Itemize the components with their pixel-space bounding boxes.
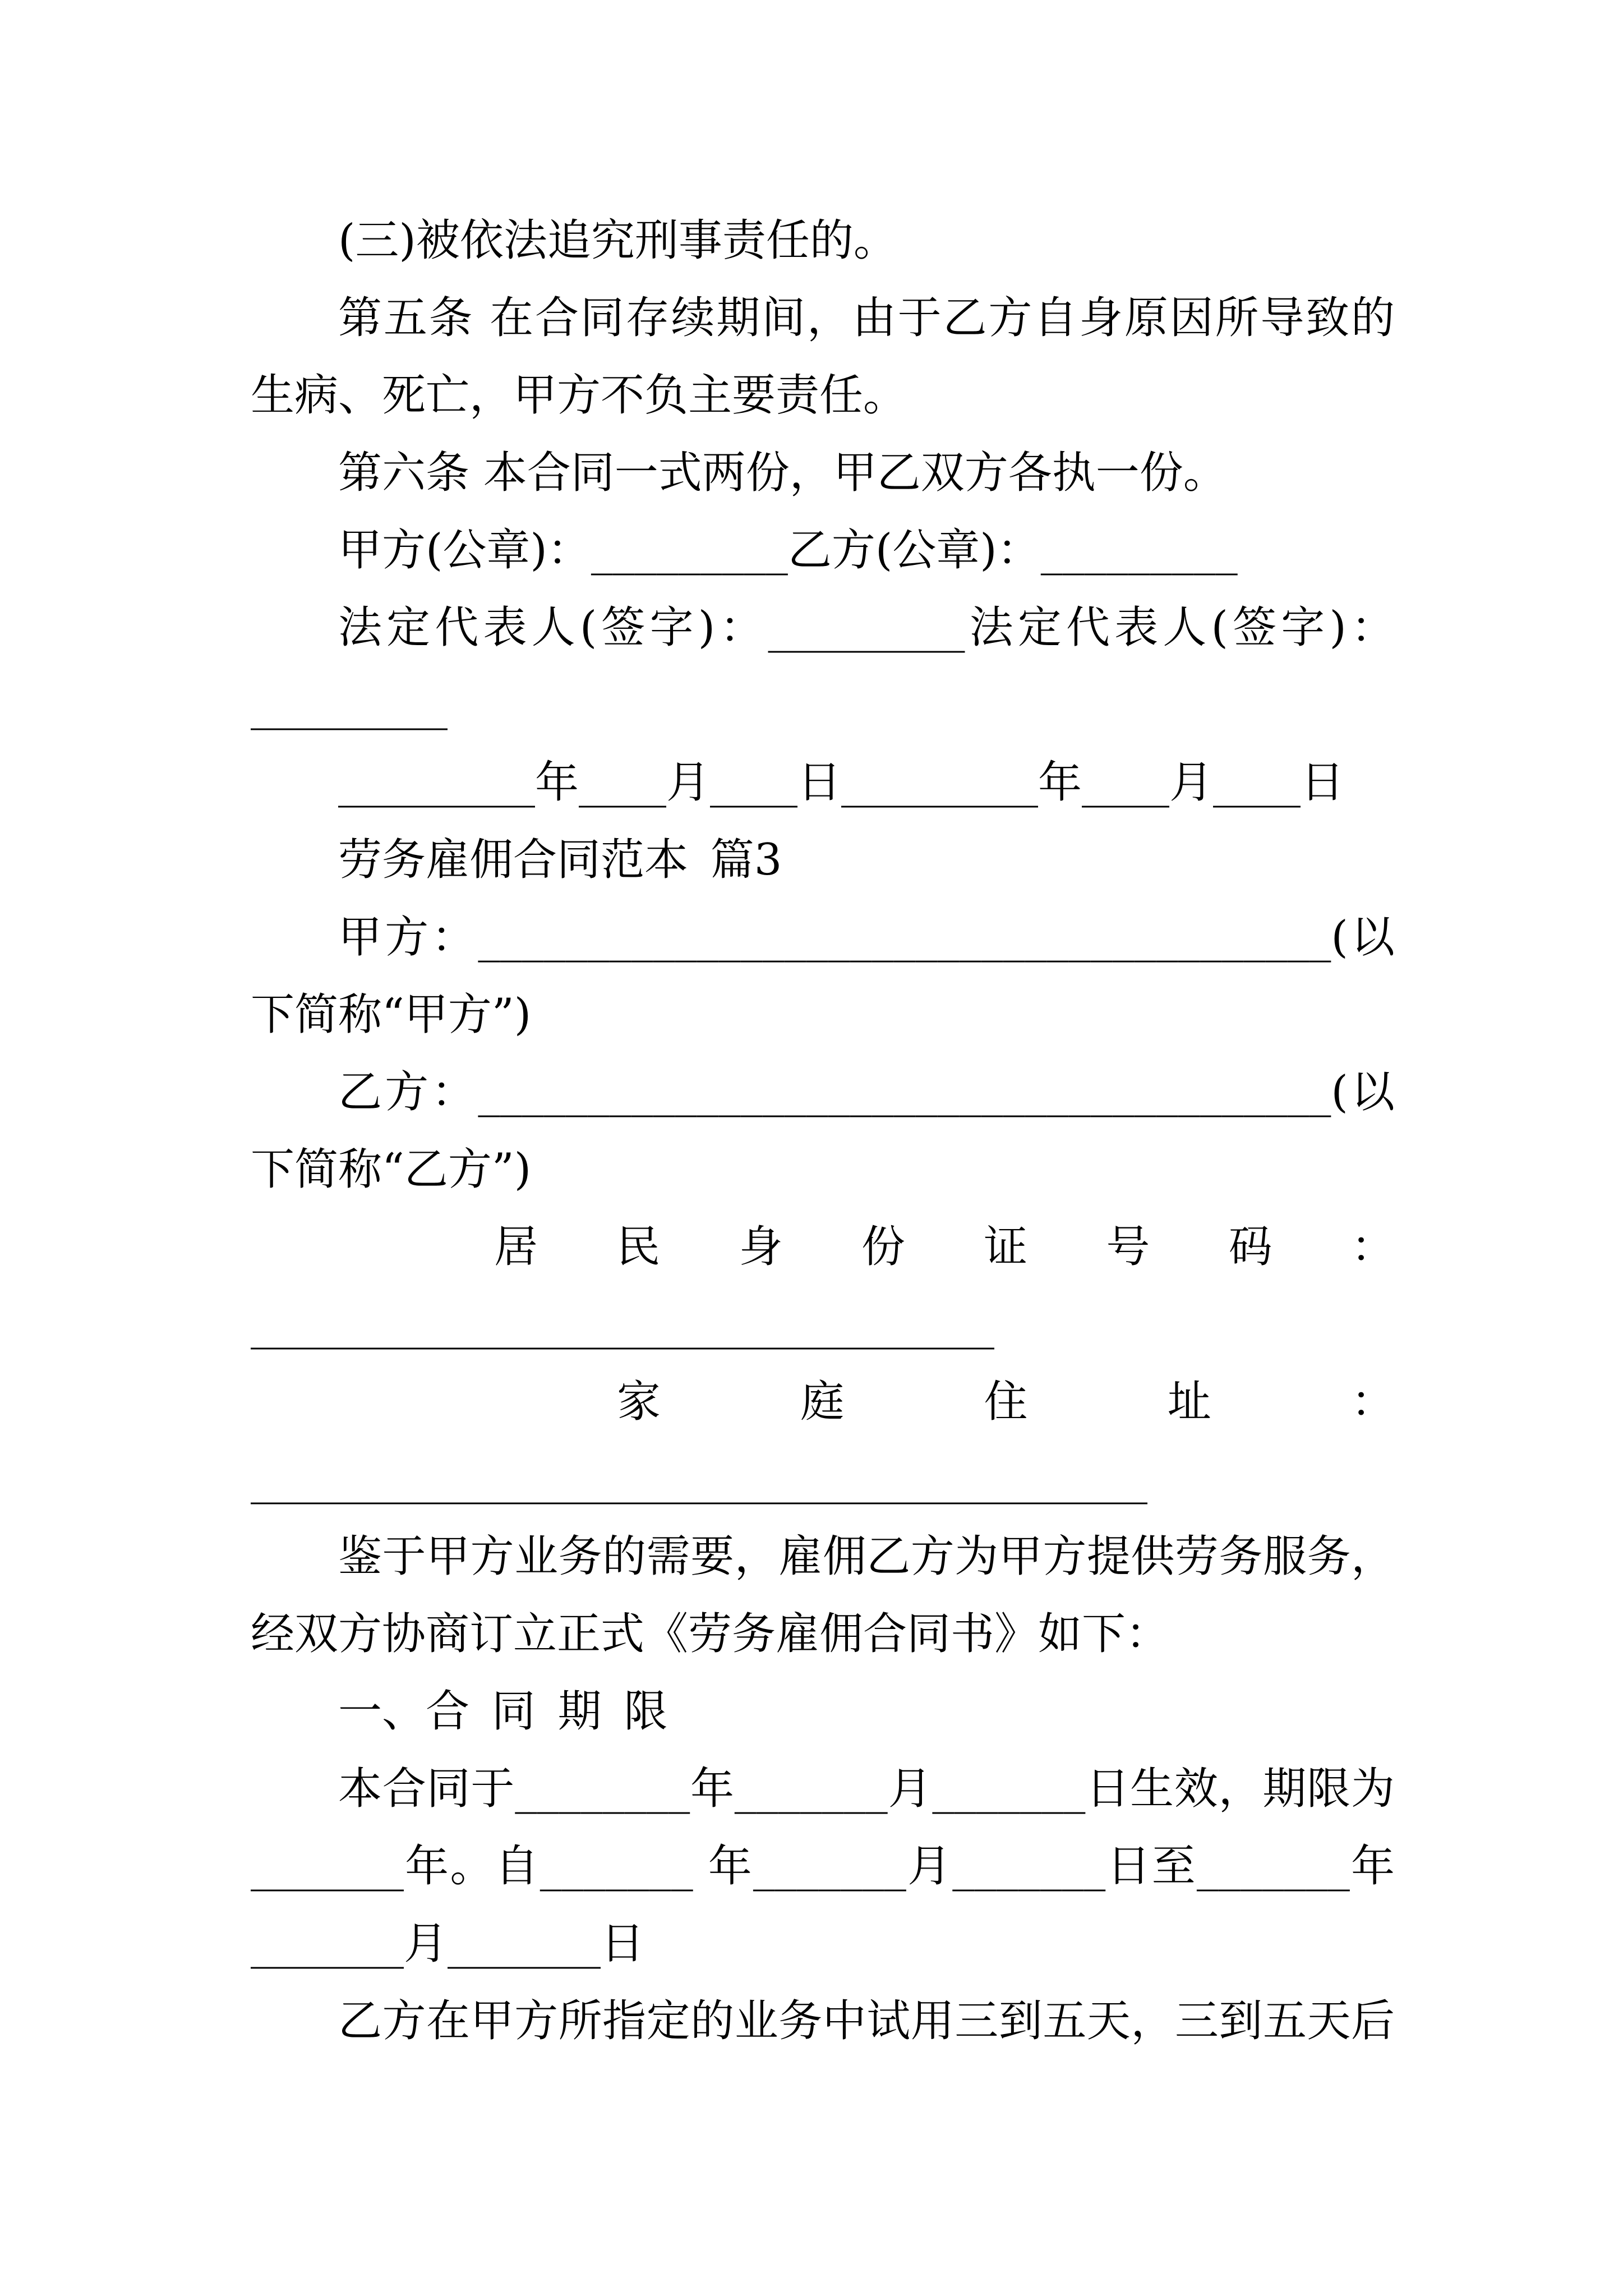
- probation-line-1: 乙方在甲方所指定的业务中试用三到五天，三到五天后: [338, 1996, 1395, 2046]
- term-line-2: _______年。自_______ 年_______月_______日至_______年: [251, 1841, 1395, 1892]
- seal-line: 甲方(公章)：_________乙方(公章)：_________: [338, 525, 1238, 576]
- party-b-line-2: 下简称“乙方”): [251, 1144, 532, 1195]
- section-1-heading: 一、合 同 期 限: [338, 1686, 668, 1737]
- contract-3-heading: 劳务雇佣合同范本 篇3: [338, 835, 782, 885]
- article-6: 第六条 本合同一式两份，甲乙双方各执一份。: [338, 448, 1227, 498]
- preamble-line-1: 鉴于甲方业务的需要，雇佣乙方为甲方提供劳务服务，: [338, 1531, 1395, 1582]
- home-address-blank: _________________________________________: [251, 1454, 1147, 1504]
- party-a-line-2: 下简称“甲方”): [251, 990, 532, 1040]
- article-5-line-1: 第五条 在合同存续期间，由于乙方自身原因所导致的: [338, 293, 1395, 343]
- legal-rep-signature-line: 法定代表人(签字)：_________法定代表人(签字)：: [338, 602, 1395, 653]
- party-b-line-1: 乙方：_______________________________________(以: [338, 1067, 1395, 1117]
- document-body: [251, 202, 1395, 2060]
- legal-rep-signature-blank: _________: [251, 680, 448, 730]
- id-number-label: 居民身份证号码：: [494, 1222, 1395, 1272]
- signature-date-line: _________年____月____日_________年____月____日: [338, 757, 1345, 808]
- clause-item-3: (三)被依法追究刑事责任的。: [338, 215, 897, 266]
- preamble-line-2: 经双方协商订立正式《劳务雇佣合同书》如下：: [251, 1609, 1170, 1659]
- term-line-3: _______月_______日: [251, 1918, 645, 1969]
- party-a-line-1: 甲方：_______________________________________(以: [338, 912, 1395, 963]
- home-address-label: 家庭住址：: [617, 1377, 1395, 1427]
- id-number-blank: __________________________________: [251, 1299, 994, 1350]
- article-5-line-2: 生病、死亡，甲方不负主要责任。: [251, 370, 907, 421]
- term-line-1: 本合同于________年_______月_______日生效，期限为: [338, 1764, 1395, 1814]
